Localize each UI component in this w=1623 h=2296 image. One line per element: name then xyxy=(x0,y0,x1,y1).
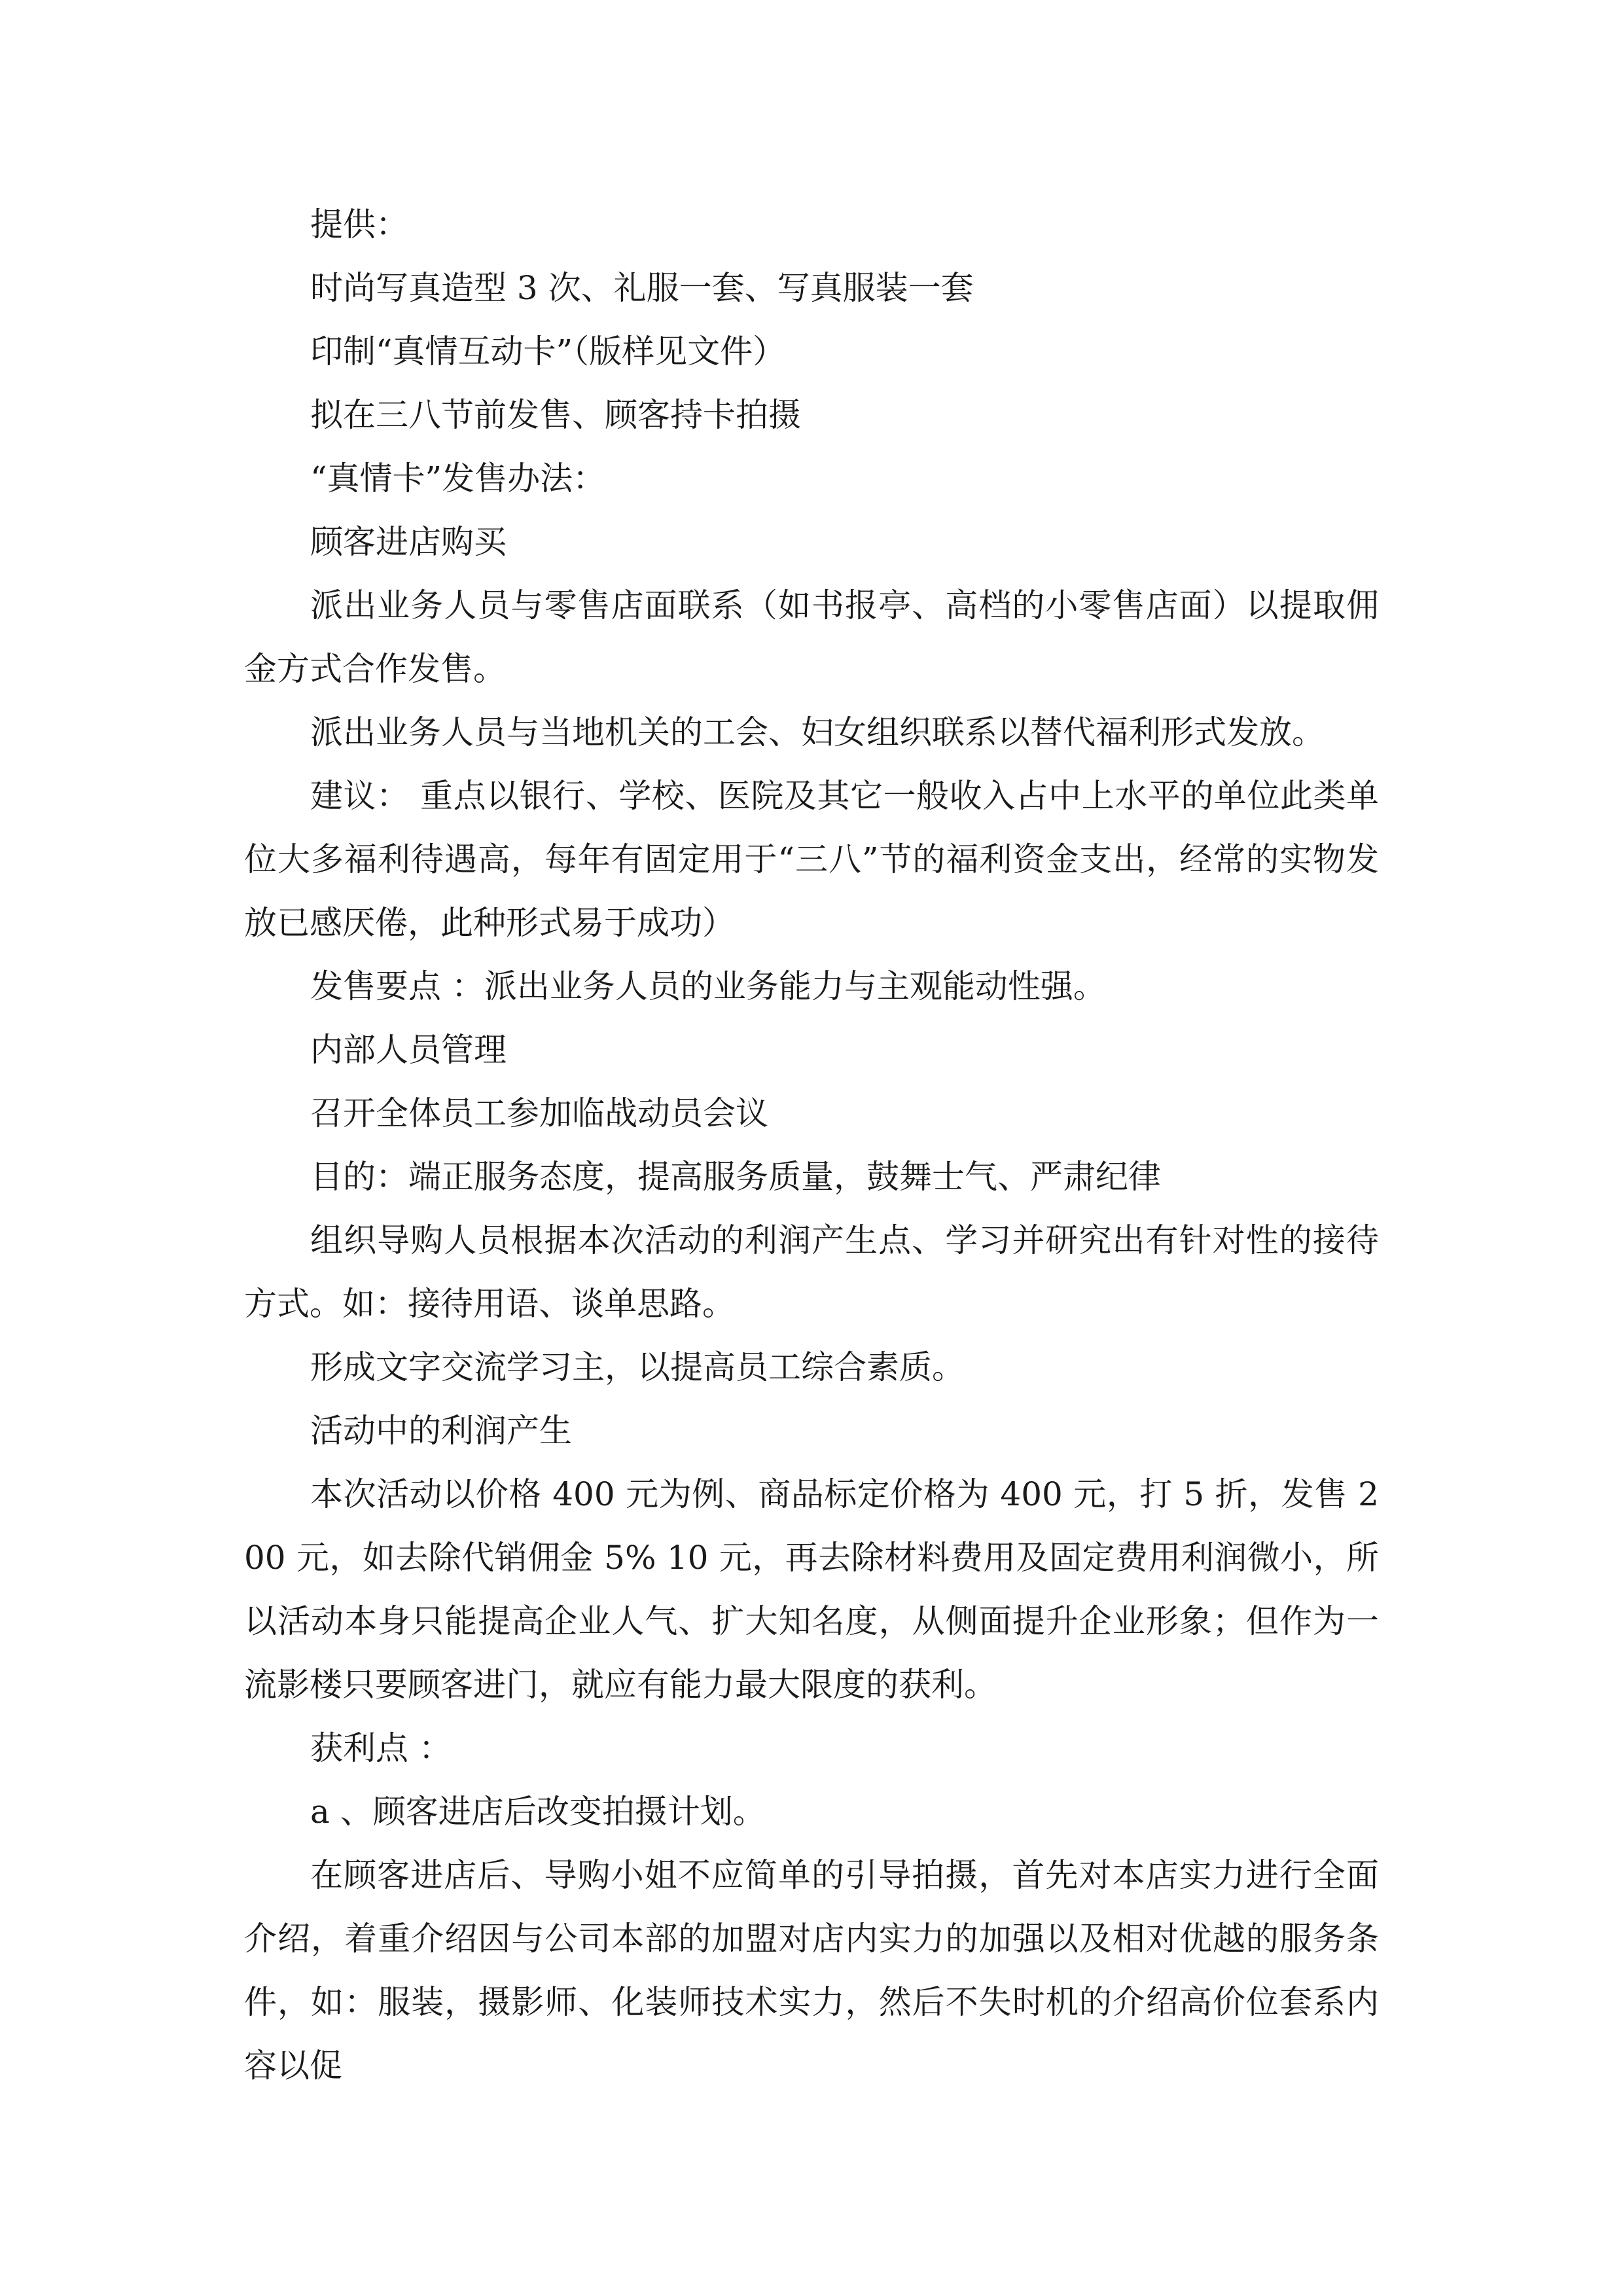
paragraph: 派出业务人员与零售店面联系（如书报亭、高档的小零售店面）以提取佣金方式合作发售。 xyxy=(244,586,1379,688)
document-body xyxy=(244,193,1379,2098)
paragraph: 派出业务人员与当地机关的工会、妇女组织联系以替代福利形式发放。 xyxy=(310,713,1325,751)
paragraph: 召开全体员工参加临战动员会议 xyxy=(310,1094,768,1132)
paragraph: 本次活动以价格 400 元为例、商品标定价格为 400 元，打 5 折，发售 200 元，如去除代销佣金 5% 10 元，再去除材料费用及固定费用利润微小，所以活动本身只能提高企业人气、扩大知名度，从侧面提升企业形象；但作为一流影楼只要顾客进门，就应有能力最大限度的获利。 xyxy=(244,1475,1379,1704)
paragraph: 形成文字交流学习主，以提高员工综合素质。 xyxy=(310,1348,965,1386)
paragraph: 拟在三八节前发售、顾客持卡拍摄 xyxy=(310,396,801,434)
paragraph: 发售要点 ：派出业务人员的业务能力与主观能动性强。 xyxy=(310,967,1106,1005)
paragraph: 目的：端正服务态度，提高服务质量，鼓舞士气、严肃纪律 xyxy=(310,1158,1161,1196)
paragraph: 获利点 ： xyxy=(310,1729,452,1767)
paragraph: 顾客进店购买 xyxy=(310,523,507,561)
paragraph: 建议： 重点以银行、学校、医院及其它一般收入占中上水平的单位此类单位大多福利待遇高，每年有固定用于“三八”节的福利资金支出，经常的实物发放已感厌倦，此种形式易于成功） xyxy=(244,777,1379,942)
paragraph: “真情卡”发售办法： xyxy=(310,459,606,497)
paragraph: 提供： xyxy=(310,206,408,243)
paragraph: a 、顾客进店后改变拍摄计划。 xyxy=(310,1793,766,1831)
paragraph: 内部人员管理 xyxy=(310,1031,507,1069)
paragraph: 组织导购人员根据本次活动的利润产生点、学习并研究出有针对性的接待方式。如：接待用语、谈单思路。 xyxy=(244,1221,1379,1323)
paragraph: 在顾客进店后、导购小姐不应简单的引导拍摄，首先对本店实力进行全面介绍，着重介绍因与公司本部的加盟对店内实力的加强以及相对优越的服务条件，如：服装，摄影师、化装师技术实力，然后不失时机的介绍高价位套系内容以促 xyxy=(244,1856,1379,2085)
paragraph: 印制“真情互动卡”（版样见文件） xyxy=(310,332,786,370)
paragraph: 时尚写真造型 3 次、礼服一套、写真服装一套 xyxy=(310,269,974,307)
paragraph: 活动中的利润产生 xyxy=(310,1412,572,1450)
